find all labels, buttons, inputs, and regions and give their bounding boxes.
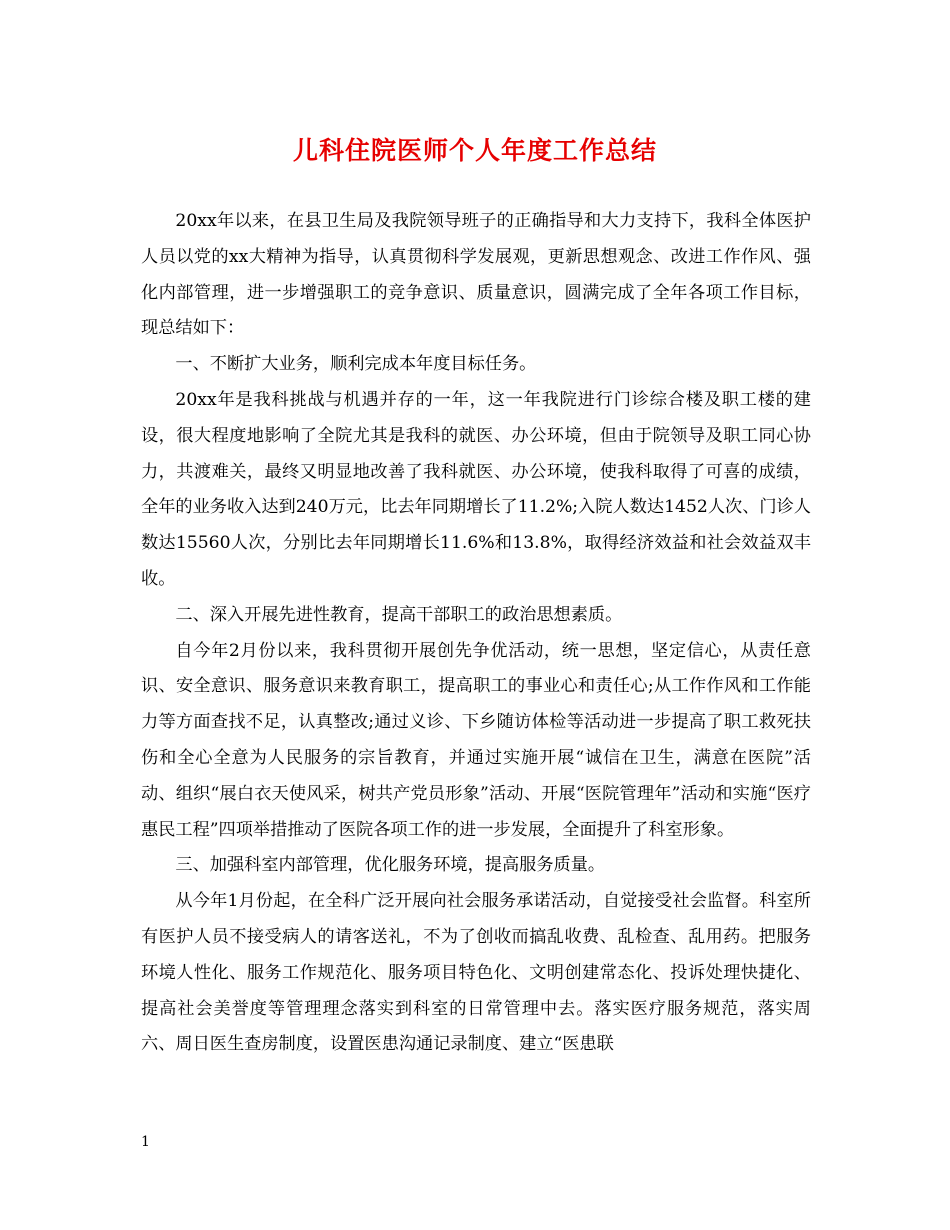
section-heading-1: 一、不断扩大业务，顺利完成本年度目标任务。 [175, 354, 537, 375]
page-number: 1 [141, 1134, 150, 1150]
document-title: 儿科住院医师个人年度工作总结 [292, 136, 657, 165]
paragraph-intro: 20xx年以来，在县卫生局及我院领导班子的正确指导和大力支持下，我科全体医护人员以党的xx大精神为指导，认真贯彻科学发展观，更新思想观念、改进工作作风、强化内部管理，进一步增强职工的竞争意识、质量意识，圆满完成了全年各项工作目标，现总结如下： [141, 211, 811, 339]
paragraph-section-1: 20xx年是我科挑战与机遇并存的一年，这一年我院进行门诊综合楼及职工楼的建设，很大程度地影响了全院尤其是我科的就医、办公环境，但由于院领导及职工同心协力，共渡难关，最终又明显地改善了我科就医、办公环境，使我科取得了可喜的成绩，全年的业务收入达到240万元，比去年同期增长了11.2%;入院人数达1452人次、门诊人数达15560人次，分别比去年同期增长11.6%和13.8%，取得经济效益和社会效益双丰收。 [141, 389, 811, 589]
document-body [141, 204, 811, 1063]
section-heading-3: 三、加强科室内部管理，优化服务环境，提高服务质量。 [175, 855, 606, 876]
paragraph-section-3: 从今年1月份起，在全科广泛开展向社会服务承诺活动，自觉接受社会监督。科室所有医护人员不接受病人的请客送礼，不为了创收而搞乱收费、乱检查、乱用药。把服务环境人性化、服务工作规范化、服务项目特色化、文明创建常态化、投诉处理快捷化、提高社会美誉度等管理理念落实到科室的日常管理中去。落实医疗服务规范，落实周六、周日医生查房制度，设置医患沟通记录制度、建立“医患联 [141, 891, 811, 1055]
section-heading-2: 二、深入开展先进性教育，提高干部职工的政治思想素质。 [175, 604, 623, 625]
paragraph-section-2: 自今年2月份以来，我科贯彻开展创先争优活动，统一思想，坚定信心，从责任意识、安全意识、服务意识来教育职工，提高职工的事业心和责任心;从工作作风和工作能力等方面查找不足，认真整改;通过义诊、下乡随访体检等活动进一步提高了职工救死扶伤和全心全意为人民服务的宗旨教育，并通过实施开展“诚信在卫生，满意在医院”活动、组织“展白衣天使风采，树共产党员形象”活动、开展“医院管理年”活动和实施“医疗惠民工程”四项举措推动了医院各项工作的进一步发展，全面提升了科室形象。 [141, 640, 811, 840]
